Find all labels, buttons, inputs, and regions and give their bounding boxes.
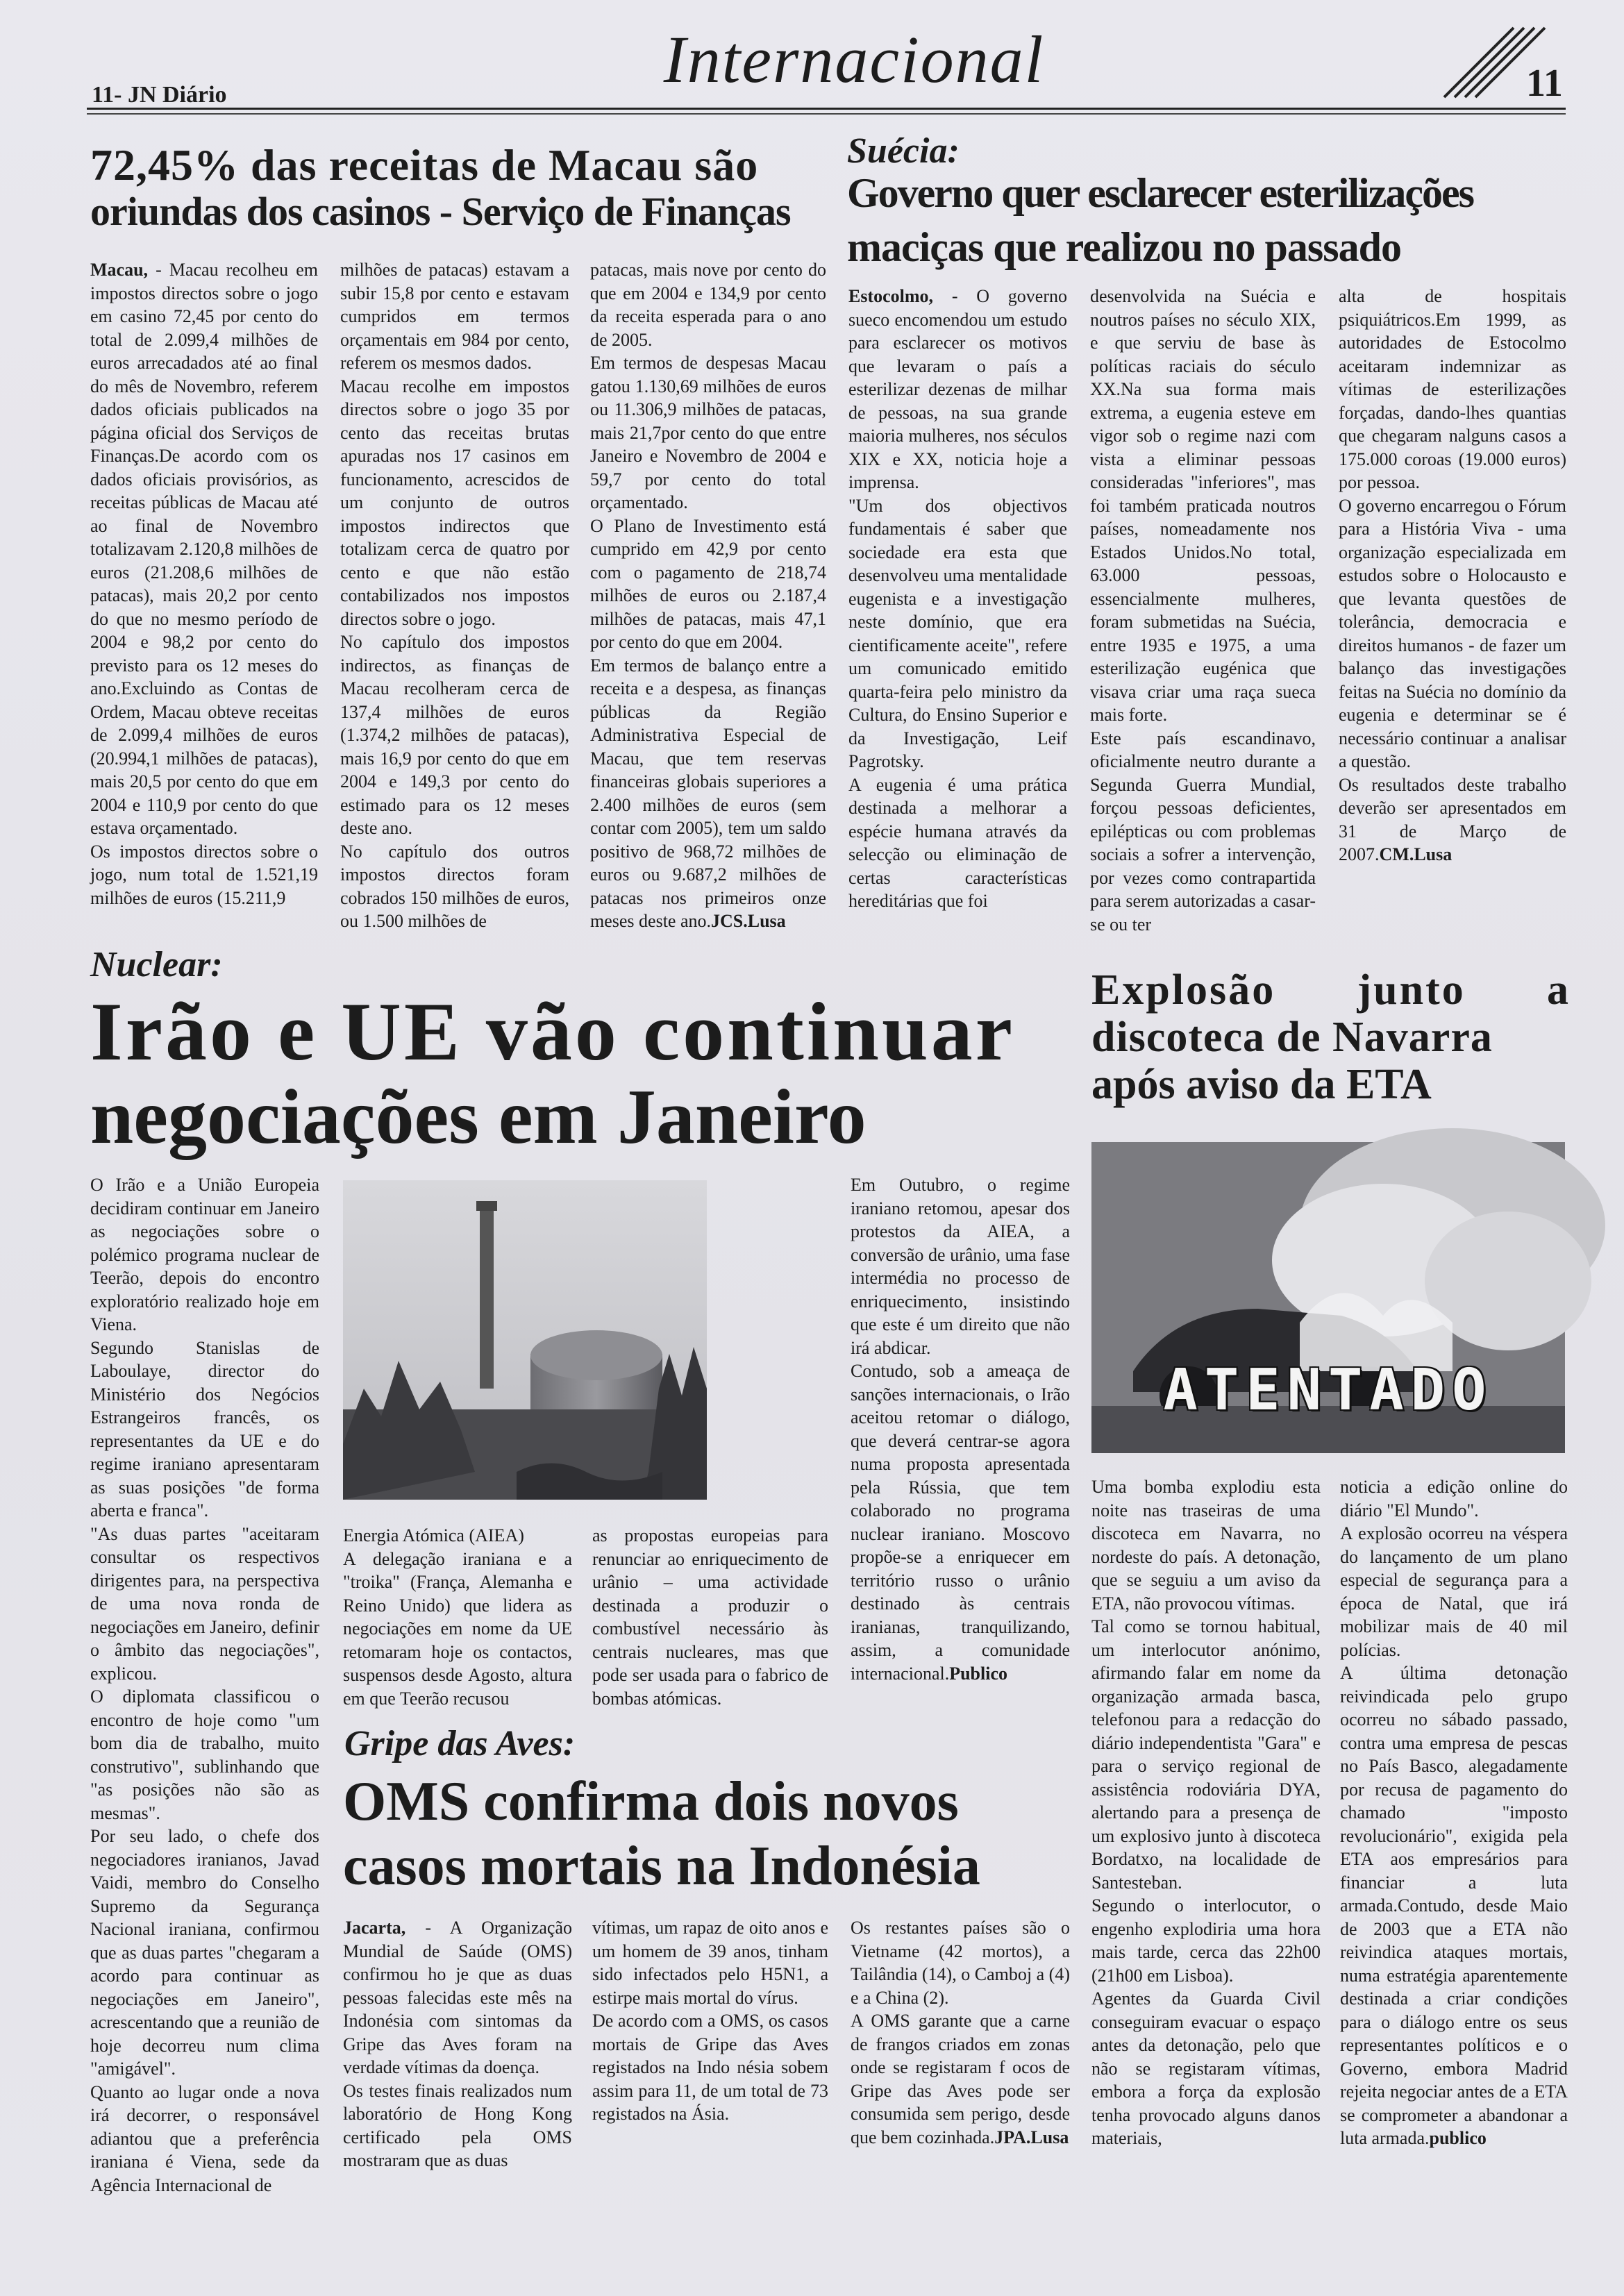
suecia-column-2: desenvolvida na Suécia e noutros países no século XIX, e que serviu de base às políticas raciais do século XX.Na sua forma mais extrema, a eugenia esteve em vigor sob o regime nazi com vista a eliminar pessoas consideradas "inferiores", mas foi também praticada noutros países, nomeadamente nos Estados Unidos.No total, 63.000 pessoas, essencialmente mulheres, foram submetidas na Suécia, entre 1935 e 1975, a uma esterilização eugénica que visava criar uma raça sueca mais forte. Este país escandinavo, oficialmente neutro durante a Segunda Guerra Mundial, forçou pessoas deficientes, epilépticas ou com problemas sociais a sofrer a intervenção, por vezes como contrapartida para serem autorizadas a casar-se ou ter (1090, 286, 1316, 935)
atentado-photo-caption: ATENTADO (1163, 1357, 1493, 1423)
macau-column-2: milhões de patacas) estavam a subir 15,8 por cento e estavam cumpridos em termos orçamentais em 984 por cento, referem os mesmos dados. Macau recolhe em impostos directos sobre o jogo 35 por cento das receitas brutas apuradas nos 17 casinos em funcionamento, acrescidos de um conjunto de outros impostos indirectos que totalizam cerca de quatro por cento e que não estão contabilizados nos impostos directos sobre o jogo. No capítulo dos impostos indirectos, as finanças de Macau recolheram cerca de 137,4 milhões de euros (1.374,2 milhões de patacas), mais 16,9 por cento do que em 2004 e 149,3 por cento do estimado para os 12 meses deste ano. No capítulo dos outros impostos directos foram cobrados 150 milhões de euros, ou 1.500 milhões de (340, 260, 569, 931)
nuclear-text-4: Em Outubro, o regime iraniano retomou, apesar dos protestos da AIEA, a conversão de urânio, uma fase intermédia no processo de enriquecimento, insistindo que este é um direito que não irá abdicar. Contudo, sob a ameaça de sanções internacionais, o Irão aceitou retomar o diálogo, que deverá centrar-se agora numa proposta apresentada pela Rússia, que tem colaborado no programa nuclear iraniano. Moscovo propõe-se a enriquecer em território russo o urânio destinado às centrais iranianas, tranquilizando, assim, a comunidade internacional. (851, 1175, 1070, 1684)
suecia-text-3: alta de hospitais psiquiátricos.Em 1999, as autoridades de Estocolmo aceitaram indemnizar as vítimas de esterilizações forçadas, dando-lhes quantias que chegaram nalguns casos a 175.000 coroas (19.000 euros) por pessoa. O governo encarregou o Fórum para a História Viva - uma organização especializada em estudos sobre o Holocausto e que levanta questões de tolerância, democracia e direitos humanos - de fazer um balanço das investigações feitas na Suécia no domínio da eugenia e determinar se é necessário continuar a analisar a questão. Os resultados deste trabalho deverão ser apresentados em 31 de Março de 2007. (1339, 286, 1566, 864)
header-rule (87, 108, 1566, 110)
nuclear-column-3: as propostas europeias para renunciar ao enriquecimento de urânio – uma actividade destinada a produzir o combustível necessário às centrais nucleares, mas que pode ser usada para o fabrico de bombas atómicas. (592, 1525, 828, 1709)
nuclear-headline-line2: negociações em Janeiro (90, 1074, 867, 1160)
explosao-headline-line3: após aviso da ETA (1091, 1061, 1432, 1108)
section-title: Internacional (663, 22, 1045, 97)
suecia-dateline: Estocolmo, (848, 286, 934, 306)
nuclear-plant-illustration (343, 1180, 707, 1500)
macau-text-3: patacas, mais nove por cento do que em 2004 e 134,9 por cento da receita esperada para o ano de 2005. Em termos de despesas Macau gatou 1.130,69 milhões de euros ou 11.306,9 milhões de patacas, mais 21,7por cento do que entre Janeiro e Novembro de 2004 e 59,7 por cento do total orçamentado. O Plano de Investimento está cumprido em 42,9 por cento com o pagamento de 218,74 milhões de euros ou 2.187,4 milhões de patacas, mais 47,1 por cento do que em 2004. Em termos de balanço entre a receita e a despesa, as finanças públicas da Região Administrativa Especial de Macau, que tem reservas financeiras globais superiores a 2.400 milhões de euros (sem contar com 2005), tem um saldo positivo de 968,72 milhões de euros ou 9.687,2 milhões de patacas nos primeiros onze meses deste ano. (590, 260, 826, 931)
gripe-dateline: Jacarta, (343, 1918, 406, 1938)
explosao-headline-line1: Explosão junto a (1091, 966, 1571, 1014)
gripe-text-1: - A Organização Mundial de Saúde (OMS) confirmou ho je que as duas pessoas falecidas este mês na Indonésia com sintomas da Gripe das Aves foram na verdade vítimas da doença. Os testes finais realizados num laboratório de Hong Kong certificado pela OMS mostraram que as duas (343, 1918, 572, 2170)
macau-signature: JCS.Lusa (711, 911, 786, 931)
macau-dateline: Macau, (90, 260, 149, 280)
explosao-signature: publico (1429, 2128, 1487, 2148)
suecia-signature: CM.Lusa (1379, 844, 1453, 864)
macau-text-1: - Macau recolheu em impostos directos sobre o jogo em casino 72,45 por cento do total de 2.099,4 milhões de euros arrecadados até ao final do mês de Novembro, referem dados oficiais publicados na página oficial dos Serviços de Finanças.De acordo com os dados oficiais provisórios, as receitas públicas de Macau até ao final de Novembro totalizavam 2.120,8 milhões de euros (21.208,6 milhões de patacas), mais 20,2 por cento do que no mesmo período de 2004 e 98,2 por cento do previsto para os 12 meses do ano.Excluindo as Contas de Ordem, Macau obteve receitas de 2.099,4 milhões de euros (20.994,1 milhões de patacas), mais 20,5 por cento do que em 2004 e 110,9 por cento do que estava orçamentado. Os impostos directos sobre o jogo, num total de 1.521,19 milhões de euros (15.211,9 (90, 260, 318, 908)
nuclear-headline-line1: Irão e UE vão continuar (90, 985, 1015, 1078)
page-number: 11 (1526, 62, 1563, 105)
explosao-headline-line2: discoteca de Navarra (1091, 1014, 1493, 1061)
suecia-column-1 (848, 285, 1067, 937)
nuclear-column-1: O Irão e a União Europeia decidiram continuar em Janeiro as negociações sobre o polémico programa nuclear de Teerão, depois do encontro exploratório realizado hoje em Viena. Segundo Stanislas de Laboulaye, director do Ministério dos Negócios Estrangeiros francês, os representantes da UE e do regime iraniano apresentaram as suas posições "de forma aberta e franca". "As duas partes "aceitaram consultar os respectivos dirigentes para, na perspectiva de uma nova ronda de negociações em Janeiro, definir o âmbito das negociações", explicou. O diplomata classificou o encontro de hoje como "um bom dia de trabalho, muito construtivo", sublinhando que "as posições não são as mesmas". Por seu lado, o chefe dos negociadores iranianos, Javad Vaidi, membro do Conselho Supremo da Segurança Nacional iraniana, confirmou que as duas partes "chegaram a acordo para continuar as negociações em Janeiro", acrescentando que a reunião de hoje decorreu num clima "amigável". Quanto ao lugar onde a nova irá decorrer, o responsável adiantou que a preferência iraniana é Viena, sede da Agência Internacional de (90, 1175, 319, 2195)
macau-headline-line2: oriundas dos casinos - Serviço de Finanças (90, 189, 791, 234)
nuclear-signature: Publico (949, 1663, 1008, 1684)
gripe-signature: JPA.Lusa (994, 2127, 1069, 2147)
suecia-headline-line2: maciças que realizou no passado (847, 224, 1401, 270)
explosao-column-1: Uma bomba explodiu esta noite nas traseiras de uma discoteca em Navarra, no nordeste do país. A detonação, que se seguiu a um aviso da ETA, não provocou vítimas. Tal como se tornou habitual, um interlocutor anónimo, afirmando falar em nome da organização armada basca, telefonou para a redacção do diário independentista "Gara" e para o serviço regional de assistência rodoviária DYA, alertando para a presença de um explosivo junto à discoteca Bordatxo, na localidade de Santesteban. Segundo o interlocutor, o engenho explodiria uma hora mais tarde, cerca das 22h00 (21h00 em Lisboa). Agentes da Guarda Civil conseguiram evacuar o espaço antes da detonação, pelo que não se registaram vítimas, embora a força da explosão tenha provocado alguns danos materiais, (1091, 1477, 1321, 2148)
gripe-headline-line2: casos mortais na Indonésia (343, 1836, 980, 1897)
macau-column-1 (90, 258, 318, 918)
macau-column-3 (590, 258, 826, 931)
gripe-headline-line1: OMS confirma dois novos (343, 1771, 959, 1832)
gripe-kicker: Gripe das Aves: (344, 1724, 576, 1763)
gripe-column-3 (851, 1916, 1070, 2201)
explosao-text-2: noticia a edição online do diário "El Mundo". A explosão ocorreu na véspera do lançamento de um plano especial de segurança para a época de Natal, que irá mobilizar mais de 40 mil polícias. A última detonação reivindicada pelo grupo ocorreu no sábado passado, contra uma empresa de pescas no País Basco, alegadamente por recusa de pagamento do chamado "imposto revolucionário", exigida pela ETA aos empresários para financiar a luta armada.Contudo, desde Maio de 2003 que a ETA não reivindica ataques mortais, numa estratégia aparentemente destinada a criar condições para o diálogo entre os seus representantes políticos e o Governo, embora Madrid rejeita negociar antes de a ETA se comprometer a abandonar a luta armada. (1340, 1477, 1568, 2148)
suecia-headline-line1: Governo quer esclarecer esterilizações (847, 170, 1473, 216)
explosao-column-2 (1340, 1475, 1568, 2197)
gripe-text-3: Os restantes países são o Vietname (42 mortos), a Tailândia (14), o Camboj a (4) e a China (2). A OMS garante que a carne de frangos criados em zonas onde se registaram f ocos de Gripe das Aves pode ser consumida sem perigo, desde que bem cozinhada. (851, 1918, 1070, 2147)
nuclear-column-2: Energia Atómica (AIEA) A delegação iraniana e a "troika" (França, Alemanha e Reino Unido) que lidera as negociações em nome da UE retomaram hoje os contactos, suspensos desde Agosto, altura em que Teerão recusou (343, 1525, 572, 1709)
suecia-text-1: - O governo sueco encomendou um estudo para esclarecer os motivos que levaram o país a esterilizar dezenas de milhar de pessoas, na sua grande maioria mulheres, nos séculos XIX e XX, noticia hoje a imprensa. "Um dos objectivos fundamentais é saber que sociedade era esta que desenvolveu uma mentalidade eugenista e a investigação neste domínio, que era cientificamente aceite", refere um comunicado emitido quarta-feira pelo ministro da Cultura, do Ensino Superior e da Investigação, Leif Pagrotsky. A eugenia é uma prática destinada a melhorar a espécie humana através da selecção ou eliminação de certas características hereditárias que foi (848, 286, 1067, 911)
suecia-column-3 (1339, 285, 1566, 937)
gripe-column-2: vítimas, um rapaz de oito anos e um homem de 39 anos, tinham sido infectados pelo H5N1, a estirpe mais mortal do vírus. De acordo com a OMS, os casos mortais de Gripe das Aves registados na Indo nésia sobem assim para 11, de um total de 73 registados na Ásia. (592, 1918, 828, 2124)
nuclear-plant-photo (343, 1180, 707, 1500)
page-folio: 11- JN Diário (92, 82, 227, 108)
header-rule (87, 113, 1566, 115)
nuclear-column-4 (851, 1173, 1070, 1708)
suecia-kicker: Suécia: (847, 131, 960, 171)
nuclear-kicker: Nuclear: (90, 945, 223, 984)
macau-headline-line1: 72,45% das receitas de Macau são (90, 140, 759, 190)
gripe-column-1 (343, 1916, 572, 2201)
